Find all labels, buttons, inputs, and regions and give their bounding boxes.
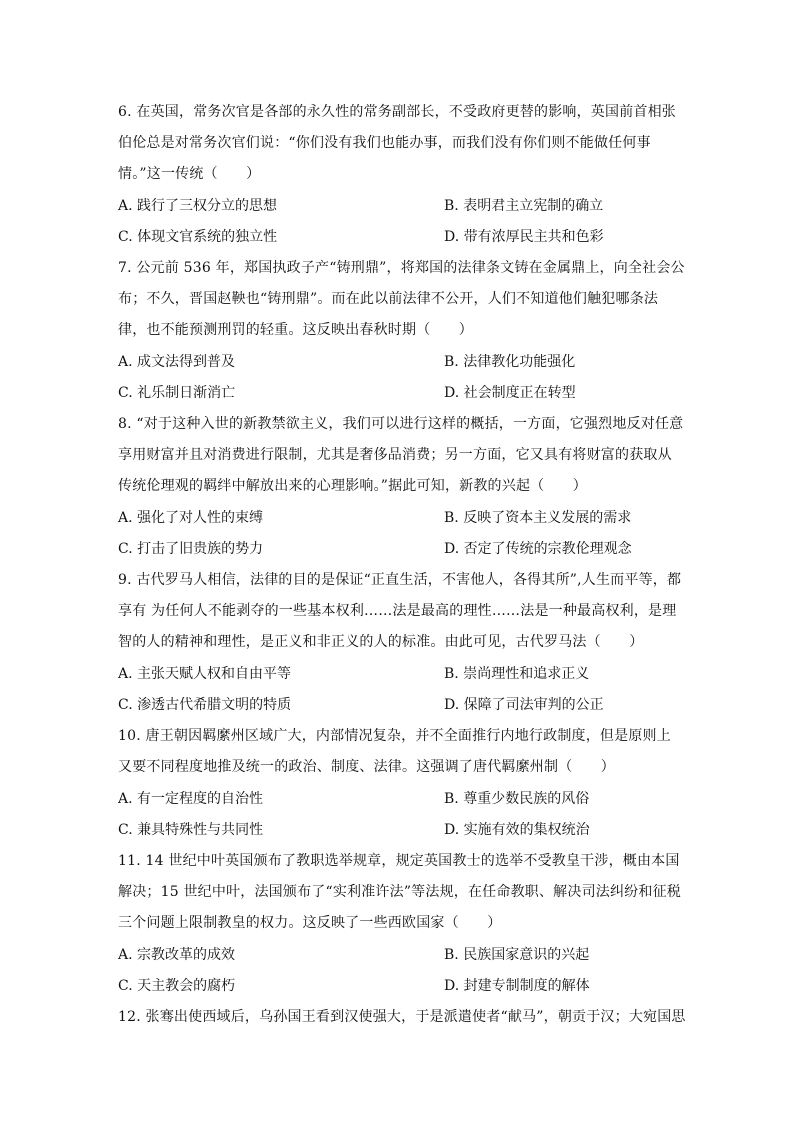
q7-option-a: A. 成文法得到普及 [118, 354, 236, 370]
q6-line-3: 情。”这一传统（ ） [118, 166, 261, 182]
q8-option-c: C. 打击了旧贵族的势力 [118, 541, 264, 557]
q8-option-a: A. 强化了对人性的束缚 [118, 510, 264, 526]
q11-line-1: 11. 14 世纪中叶英国颁布了教职选举规章，规定英国教士的选举不受教皇干涉，概由本国 [118, 853, 680, 869]
q12-line-1: 12. 张骞出使西域后，乌孙国王看到汉使强大，于是派遣使者“献马”，朝贡于汉；大宛国思 [118, 1009, 686, 1025]
q11-line-3: 三个问题上限制教皇的权力。这反映了一些西欧国家（ ） [118, 915, 502, 931]
q7-option-b: B. 法律教化功能强化 [444, 354, 576, 370]
q6-option-b: B. 表明君主立宪制的确立 [444, 198, 604, 214]
q11-option-d: D. 封建专制制度的解体 [444, 978, 590, 994]
q9-line-3: 智的人的精神和理性，是正义和非正义的人的标准。由此可见，古代罗马法（ ） [118, 634, 644, 650]
q6-option-d: D. 带有浓厚民主共和色彩 [444, 229, 604, 245]
q10-option-c: C. 兼具特殊性与共同性 [118, 822, 264, 838]
q11-line-2: 解决；15 世纪中叶，法国颁布了“实利准许法”等法规，在任命教职、解决司法纠纷和征税 [118, 884, 681, 900]
q10-line-1: 10. 唐王朝因羁縻州区域广大，内部情况复杂，并不全面推行内地行政制度，但是原则上 [118, 728, 671, 744]
q8-line-1: 8. “对于这种入世的新教禁欲主义，我们可以进行这样的概括，一方面，它强烈地反对任意 [118, 416, 684, 432]
q8-line-3: 传统伦理观的羁绊中解放出来的心理影响。”据此可知，新教的兴起（ ） [118, 478, 587, 494]
q10-option-a: A. 有一定程度的自治性 [118, 791, 264, 807]
q10-line-2: 又要不同程度地推及统一的政治、制度、法律。这强调了唐代羁縻州制（ ） [118, 759, 615, 775]
q6-line-1: 6. 在英国，常务次官是各部的永久性的常务副部长，不受政府更替的影响，英国前首相张 [118, 104, 677, 120]
q7-option-d: D. 社会制度正在转型 [444, 385, 576, 401]
q6-option-c: C. 体现文官系统的独立性 [118, 229, 278, 245]
q9-option-b: B. 崇尚理性和追求正义 [444, 666, 590, 682]
q7-line-2: 布；不久，晋国赵鞅也“铸刑鼎”。而在此以前法律不公开，人们不知道他们触犯哪条法 [118, 291, 659, 307]
q11-option-a: A. 宗教改革的成效 [118, 947, 236, 963]
q8-line-2: 享用财富并且对消费进行限制，尤其是奢侈品消费；另一方面，它又具有将财富的获取从 [118, 447, 672, 463]
q9-option-c: C. 渗透古代希腊文明的特质 [118, 697, 292, 713]
q11-option-b: B. 民族国家意识的兴起 [444, 947, 590, 963]
q6-line-2: 伯伦总是对常务次官们说：“你们没有我们也能办事，而我们没有你们则不能做任何事 [118, 135, 651, 151]
q9-option-a: A. 主张天赋人权和自由平等 [118, 666, 292, 682]
q10-option-d: D. 实施有效的集权统治 [444, 822, 590, 838]
q6-option-a: A. 践行了三权分立的思想 [118, 198, 278, 214]
q9-line-2: 享有 为任何人不能剥夺的一些基本权利……法是最高的理性……法是一种最高权利，是理 [118, 603, 677, 619]
q7-line-3: 律，也不能预测刑罚的轻重。这反映出春秋时期（ ） [118, 322, 473, 338]
q9-option-d: D. 保障了司法审判的公正 [444, 697, 604, 713]
q10-option-b: B. 尊重少数民族的风俗 [444, 791, 590, 807]
q7-option-c: C. 礼乐制日渐消亡 [118, 385, 236, 401]
q7-line-1: 7. 公元前 536 年，郑国执政子产“铸刑鼎”，将郑国的法律条文铸在金属鼎上，向全社会公 [118, 260, 685, 276]
q9-line-1: 9. 古代罗马人相信，法律的目的是保证“正直生活，不害他人，各得其所”,人生而平等，都 [118, 572, 682, 588]
q8-option-d: D. 否定了传统的宗教伦理观念 [444, 541, 632, 557]
q8-option-b: B. 反映了资本主义发展的需求 [444, 510, 632, 526]
q11-option-c: C. 天主教会的腐朽 [118, 978, 236, 994]
